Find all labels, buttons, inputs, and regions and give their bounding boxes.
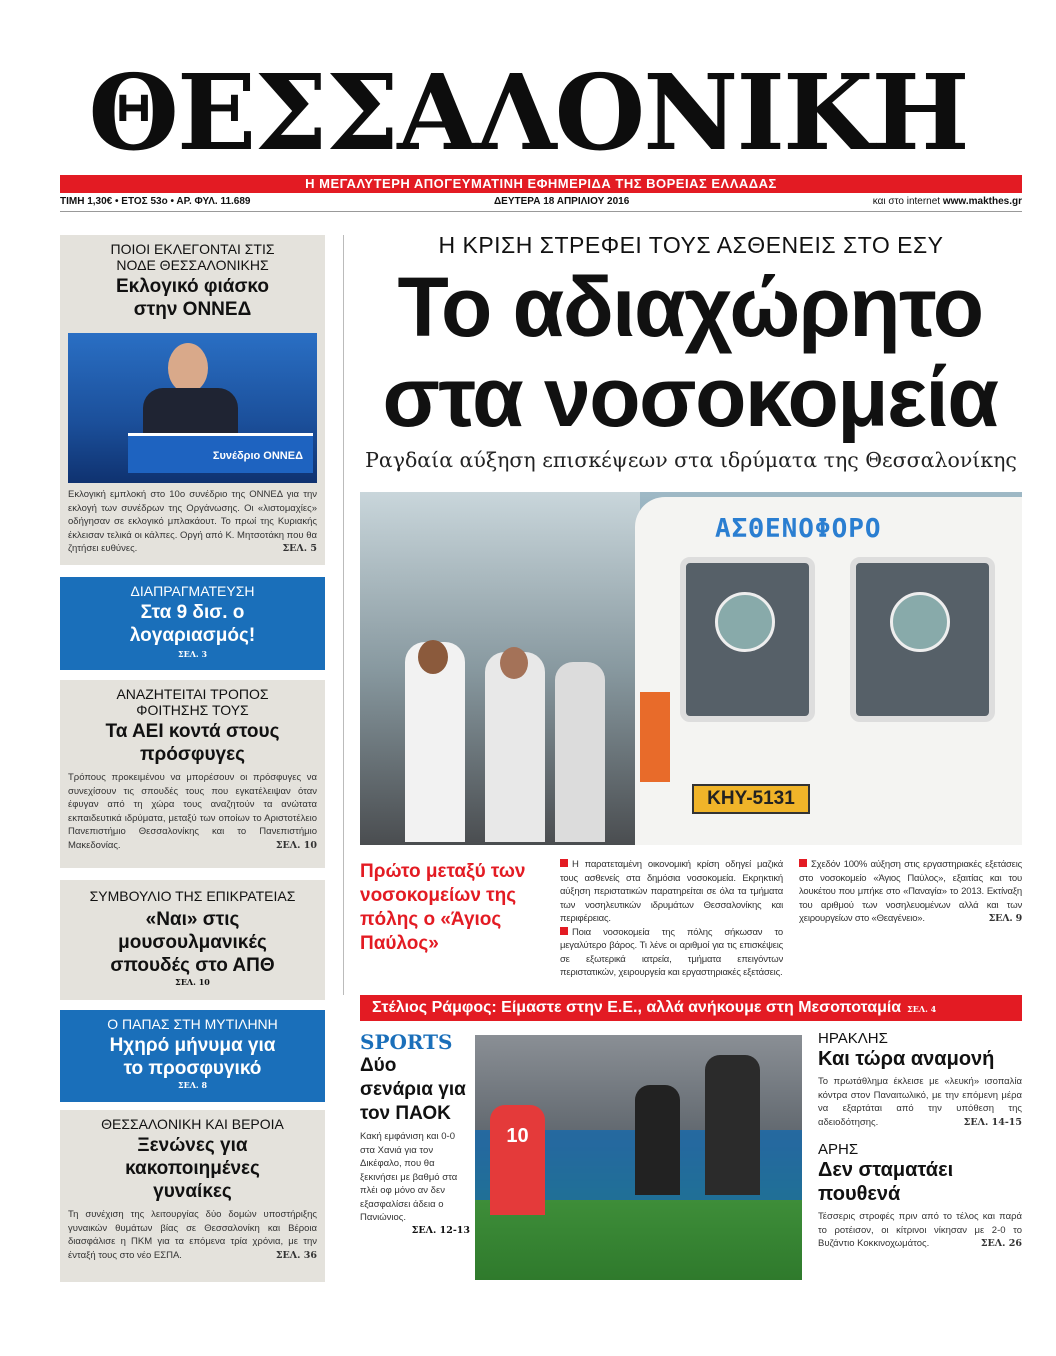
story-title: «Ναι» στις μουσουλμανικές σπουδές στο ΑΠΘ <box>110 909 275 976</box>
story-kicker: ΗΡΑΚΛΗΣ <box>818 1030 888 1047</box>
website-link[interactable]: www.makthes.gr <box>942 196 1022 207</box>
sports-story-iraklis[interactable] <box>818 1030 1022 1129</box>
sidebar-story-council[interactable] <box>60 880 325 1000</box>
headline-line: στα νοσοκομεία <box>382 350 998 444</box>
story-title: Δύο σενάρια για τον ΠΑΟΚ <box>360 1055 466 1124</box>
story-kicker: ΑΝΑΖΗΤΕΙΤΑΙ ΤΡΟΠΟΣ ΦΟΙΤΗΣΗΣ ΤΟΥΣ <box>116 686 269 718</box>
ramfos-banner[interactable] <box>360 995 1022 1021</box>
main-subtitle: Ραγδαία αύξηση επισκέψεων στα ιδρύματα της Θεσσαλονίκης <box>365 448 1017 472</box>
main-kicker: Η ΚΡΙΣΗ ΣΤΡΕΦΕΙ ΤΟΥΣ ΑΣΘΕΝΕΙΣ ΣΤΟ ΕΣΥ <box>438 232 944 258</box>
main-text-column-2 <box>799 858 1022 926</box>
story-title: Εκλογικό φιάσκο στην ΟΝΝΕΔ <box>115 276 270 320</box>
sidebar-story-refugees-universities[interactable] <box>60 680 325 868</box>
sports-story-aris[interactable] <box>818 1141 1022 1251</box>
bullet-square-icon <box>799 859 807 867</box>
page-ref: ΣΕΛ. 10 <box>175 977 210 987</box>
story-photo <box>68 333 317 483</box>
ambulance-label: ΑΣΘΕΝΟΦΟΡΟ <box>715 514 882 544</box>
main-paragraph-1: Η παρατεταμένη οικονομική κρίση οδηγεί μαζικά τους ασθενείς στα δημόσια νοσοκομεία. Εκρηκτική αύξηση περιστατικών παρατηρείται σε όλα τα τμήματα των νοσηλευτικών ιδρυμάτων Θεσσαλονίκης και περιφέρειας. <box>560 859 783 924</box>
main-headline[interactable] <box>340 262 1040 442</box>
story-kicker: ΔΙΑΠΡΑΓΜΑΤΕΥΣΗ <box>130 583 255 599</box>
story-kicker: ΣΥΜΒΟΥΛΙΟ ΤΗΣ ΕΠΙΚΡΑΤΕΙΑΣ <box>89 888 296 904</box>
main-paragraph-3: Σχεδόν 100% αύξηση στις εργαστηριακές εξετάσεις στο νοσοκομείο «Άγιος Παύλος», εξαιτίας και του λουκέτου που μπήκε στο «Παναγία» το 2013. Εκτίναξη του αριθμού των νοσηλευομένων αλλά και των χειρουργείων στο «Θεαγένειο». <box>799 859 1022 924</box>
story-kicker: ΘΕΣΣΑΛΟΝΙΚΗ ΚΑΙ ΒΕΡΟΙΑ <box>101 1116 284 1132</box>
banner-text: Στέλιος Ράμφος: Είμαστε στην Ε.Ε., αλλά ανήκουμε στη Μεσοποταμία <box>372 999 902 1016</box>
page-ref: ΣΕΛ. 8 <box>177 1080 208 1090</box>
story-text: Εκλογική εμπλοκή στο 10ο συνέδριο της ΟΝΝΕΔ για την εκλογή των συνέδρων της Οργάνωσης. Οι «λιστομαχίες» οδήγησαν σε εκλογικό μπλακάουτ. Το πρωί της Κυριακής έκλεισαν τελικά οι κάλπες. Οργή από Κ. Μητσοτάκη που θα ζητήσει ευθύνες. ΣΕΛ. 5 <box>68 489 317 554</box>
story-text: Κακή εμφάνιση και 0-0 στα Χανιά για τον Δικέφαλο, που θα ξεκινήσει με βαθμό στα πλέι οφ μόνο αν δεν εξασφαλίσει άδεια ο Πανιώνιος. <box>360 1131 458 1223</box>
sports-photo-football <box>475 1035 802 1280</box>
podium-sign: Συνέδριο ΟΝΝΕΔ <box>128 433 313 473</box>
tagline-bar: Η ΜΕΓΑΛΥΤΕΡΗ ΑΠΟΓΕΥΜΑΤΙΝΗ ΕΦΗΜΕΡΙΔΑ ΤΗΣ ΒΟΡΕΙΑΣ ΕΛΛΑΔΑΣ <box>60 175 1022 193</box>
sidebar-story-pope[interactable] <box>60 1010 325 1102</box>
story-text: Το πρωτάθλημα έκλεισε με «λευκή» ισοπαλία κόντρα στον Παναιτωλικό, με την επόμενη μέρα να εξαρτάται από την υπόθεση της αδειοδότησης. ΣΕΛ. 14-15 <box>818 1076 1022 1128</box>
masthead-title: ΘΕΣΣΑΛΟΝΙΚΗ <box>88 51 968 174</box>
sports-right-column <box>818 1030 1022 1251</box>
license-plate: ΚΗΥ-5131 <box>692 784 810 814</box>
story-title: Ηχηρό μήνυμα για το προσφυγικό <box>109 1035 276 1079</box>
sidebar-story-shelters[interactable] <box>60 1110 325 1282</box>
story-kicker: ΑΡΗΣ <box>818 1141 859 1158</box>
main-paragraph-2: Ποια νοσοκομεία της πόλης σήκωσαν το μεγαλύτερο βάρος. Τι λένε οι αριθμοί για τις επισκέψεις σε εξωτερικά ιατρεία, τμήματα επειγόντων περιστατικών, χειρουργεία και εργαστηριακές εξετάσεις. <box>560 926 783 978</box>
main-text-column-1 <box>560 858 1022 992</box>
page-ref: ΣΕΛ. 5 <box>282 543 317 554</box>
sports-label: SPORTS <box>360 1030 453 1054</box>
story-title: Στα 9 δισ. ο λογαριασμός! <box>129 602 256 646</box>
issue-info-line <box>60 196 1022 212</box>
story-kicker: ΠΟΙΟΙ ΕΚΛΕΓΟΝΤΑΙ ΣΤΙΣ ΝΟΔΕ ΘΕΣΣΑΛΟΝΙΚΗΣ <box>110 241 275 273</box>
sidebar-story-onned[interactable] <box>60 235 325 565</box>
page-ref: ΣΕΛ. 4 <box>907 1004 937 1014</box>
story-title: Ξενώνες για κακοποιημένες γυναίκες <box>125 1135 260 1202</box>
story-title: Δεν σταματάει πουθενά <box>818 1159 954 1205</box>
page-ref: ΣΕΛ. 10 <box>275 839 317 851</box>
headline-line: Το αδιαχώρητο <box>397 260 983 354</box>
story-text: Τη συνέχιση της λειτουργίας δύο δομών υποστήριξης γυναικών θυμάτων βίας σε Θεσσαλονίκη και Βέροια διασφάλισε η ΠΚΜ για τα επόμενα τρία χρόνια, με την ένταξή τους στο νέο ΕΣΠΑ. ΣΕΛ. 36 <box>68 1209 317 1261</box>
page-ref: ΣΕΛ. 9 <box>988 913 1022 924</box>
page-ref: ΣΕΛ. 12-13 <box>411 1224 470 1236</box>
website-info <box>873 196 1022 211</box>
internet-prefix: και στο internet <box>872 196 941 207</box>
page-ref: ΣΕΛ. 14-15 <box>963 1116 1022 1128</box>
bullet-square-icon <box>560 859 568 867</box>
story-title: Και τώρα αναμονή <box>818 1048 995 1070</box>
issue-date: ΔΕΥΤΕΡΑ 18 ΑΠΡΙΛΙΟΥ 2016 <box>493 196 630 207</box>
page-ref: ΣΕΛ. 26 <box>980 1238 1022 1249</box>
sports-paok-story[interactable] <box>360 1030 470 1236</box>
main-photo-hospital <box>360 492 1022 845</box>
story-text: Τρόπους προκειμένου να μπορέσουν οι πρόσφυγες να συνεχίσουν τις σπουδές τους που εγκατέλειψαν όταν έφυγαν από τη χώρα τους αναζητούν τα ανώτατα εκπαιδευτικά ιδρύματα, μεταξύ των οποίων το Αριστοτέλειο Πανεπιστήμιο Θεσσαλονίκης και το Πανεπιστήμιο Μακεδονίας. ΣΕΛ. 10 <box>68 772 317 851</box>
story-title: Τα ΑΕΙ κοντά στους πρόσφυγες <box>105 721 280 765</box>
story-kicker: Ο ΠΑΠΑΣ ΣΤΗ ΜΥΤΙΛΗΝΗ <box>107 1016 278 1032</box>
story-text: Τέσσερις στροφές πριν από το τέλος και παρά το ροτέισον, οι κίτρινοι νίκησαν με 2-0 το Βυζάντιο Κοκκινοχωμάτος. ΣΕΛ. 26 <box>818 1211 1022 1249</box>
price-info: ΤΙΜΗ 1,30€ • ΕΤΟΣ 53ο • ΑΡ. ΦΥΛ. 11.689 <box>60 196 251 207</box>
bullet-square-icon <box>560 927 568 935</box>
player-jersey-number: 10 <box>490 1105 545 1215</box>
page-ref: ΣΕΛ. 36 <box>275 1249 317 1261</box>
sidebar-story-negotiation[interactable] <box>60 577 325 670</box>
main-red-subheadline: Πρώτο μεταξύ των νοσοκομείων της πόλης ο «Άγιος Παύλος» <box>360 861 526 954</box>
page-ref: ΣΕΛ. 3 <box>177 649 208 659</box>
